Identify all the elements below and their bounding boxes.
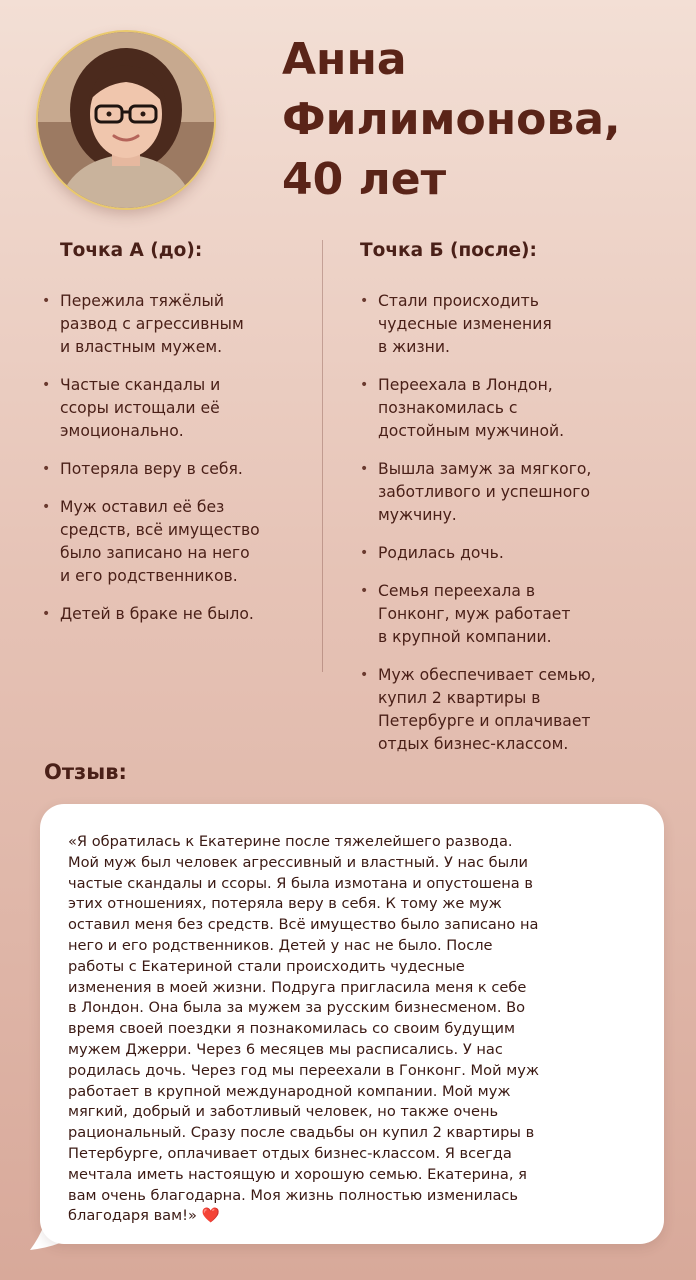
review-text xyxy=(68,832,648,1227)
after-title: Точка Б (после): xyxy=(360,240,537,261)
before-item: • Муж оставил её без средств, всё имущество было записано на него и его родственников. xyxy=(42,496,312,588)
before-item: • Детей в браке не было. xyxy=(42,603,312,626)
before-list xyxy=(42,290,312,626)
after-item: • Родилась дочь. xyxy=(360,542,670,565)
after-item: • Семья переехала в Гонконг, муж работает в крупной компании. xyxy=(360,580,670,649)
before-item: • Пережила тяжёлый развод с агрессивным и властным мужем. xyxy=(42,290,312,359)
person-name-heading xyxy=(282,30,682,210)
after-item: • Вышла замуж за мягкого, заботливого и успешного мужчину. xyxy=(360,458,670,527)
review-title: Отзыв: xyxy=(44,760,127,784)
name-line-first: Анна xyxy=(282,34,407,85)
name-line-last: Филимонова, xyxy=(282,94,621,145)
after-list xyxy=(360,290,670,756)
after-item: • Муж обеспечивает семью, купил 2 квартиры в Петербурге и оплачивает отдых бизнес-классом. xyxy=(360,664,670,756)
before-item: • Частые скандалы и ссоры истощали её эмоционально. xyxy=(42,374,312,443)
before-item: • Потеряла веру в себя. xyxy=(42,458,312,481)
name-line-age: 40 лет xyxy=(282,154,447,205)
review-body: «Я обратилась к Екатерине после тяжелейшего развода. Мой муж был человек агрессивный и властный. У нас были частые скандалы и ссоры. Я была измотана и опустошена в этих отношениях, потеряла веру в себя. К тому же муж оставил меня без средств. Всё имущество было записано на него и его родственников. Детей у нас не было. После работы с Екатериной стали происходить чудесные изменения в моей жизни. Подруга пригласила меня к себе в Лондон. Она была за мужем за русским бизнесменом. Во время своей поездки я познакомилась со своим будущим мужем Джерри. Через 6 месяцев мы расписались. У нас родилась дочь. Через год мы переехали в Гонконг. Мой муж работает в крупной международной компании. Мой муж мягкий, добрый и заботливый человек, но также очень рациональный. Сразу после свадьбы он купил 2 квартиры в Петербурге, оплачивает отдых бизнес-классом. Я всегда мечтала иметь настоящую и хорошую семью. Екатерина, я вам очень благодарна. Моя жизнь полностью изменилась благодаря вам!» xyxy=(68,833,539,1225)
after-item: • Переехала в Лондон, познакомилась с достойным мужчиной. xyxy=(360,374,670,443)
before-title: Точка А (до): xyxy=(60,240,203,261)
heart-emoji: ❤️ xyxy=(201,1207,220,1225)
after-item: • Стали происходить чудесные изменения в жизни. xyxy=(360,290,670,359)
portrait-photo xyxy=(38,32,214,208)
avatar xyxy=(38,32,214,208)
column-divider xyxy=(322,240,323,672)
